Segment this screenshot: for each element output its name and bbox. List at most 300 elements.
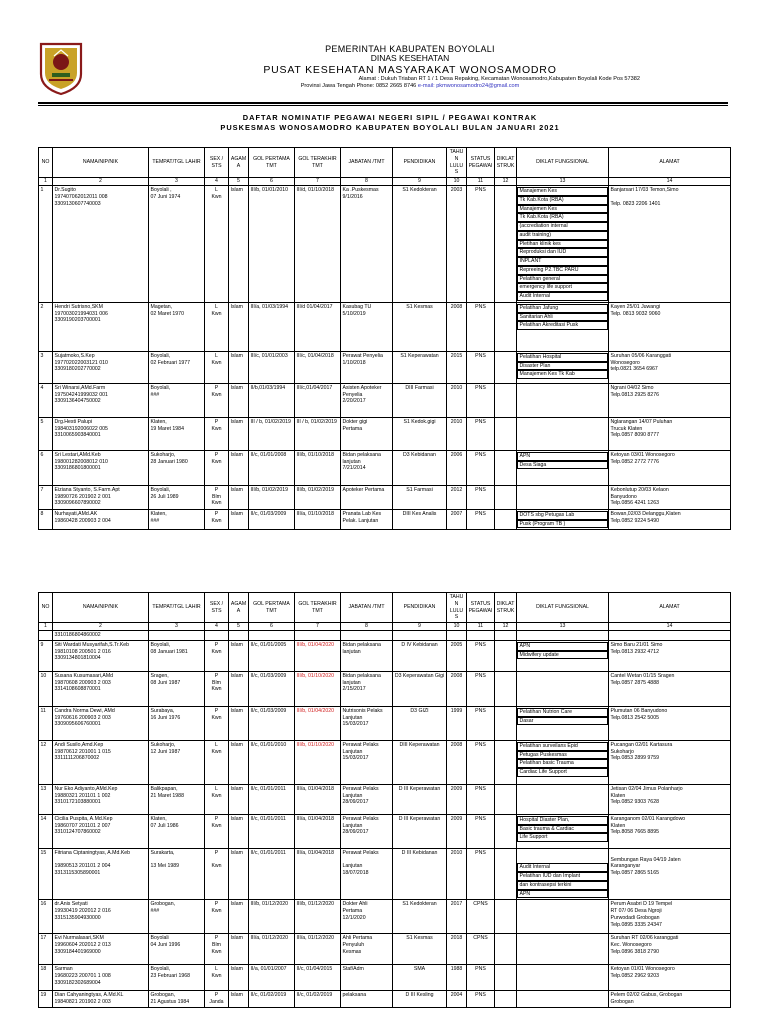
- thn-line: 2010: [450, 384, 463, 391]
- ttl-line: 08 Juni 1987: [150, 679, 181, 686]
- alamat-line: Telp.0856 4241 1263: [610, 500, 659, 507]
- header-dikf: DIKLAT FUNGSIONAL: [517, 593, 609, 623]
- cell-thn: [447, 417, 467, 450]
- alamat-line: Ketoyan 01/01 Wonosegoro: [610, 966, 675, 973]
- sex-line: Kwn: [211, 193, 222, 200]
- nama-line: 19880321 201101 1 002: [54, 792, 111, 799]
- cell-agama: [229, 814, 249, 848]
- cell-pend: [393, 351, 447, 383]
- cell-jab: [341, 848, 393, 900]
- cell-alamat: [609, 485, 731, 509]
- cell-ttl: [149, 383, 205, 417]
- cell-dik: [495, 740, 517, 784]
- alamat-line: telp.0821 3654 6967: [610, 366, 658, 373]
- cell-alamat: [609, 900, 731, 934]
- agama-line: Islam: [230, 641, 243, 648]
- cell-golp: [249, 900, 295, 934]
- cell-alamat: [609, 302, 731, 351]
- ttl-line: Boyolali,: [150, 641, 171, 648]
- cell-ttl: [149, 631, 205, 641]
- cell-nama: [53, 631, 149, 641]
- agama-line: Islam: [230, 849, 243, 856]
- cell-thn: [447, 302, 467, 351]
- cell-stat: [467, 706, 495, 740]
- column-number: 3: [149, 178, 205, 186]
- cell-nama: [53, 640, 149, 671]
- cell-dikf: [517, 302, 609, 351]
- ttl-line: ###: [150, 391, 160, 398]
- cell-jab: [341, 965, 393, 991]
- no-line: 19: [40, 992, 47, 999]
- golp-line: II/c, 01/03/2009: [250, 510, 287, 517]
- employee-row: [39, 934, 731, 965]
- cell-ttl: [149, 991, 205, 1008]
- cell-ttl: [149, 302, 205, 351]
- agama-line: Islam: [230, 992, 243, 999]
- cell-stat: [467, 417, 495, 450]
- cell-pend: [393, 784, 447, 814]
- cell-golt: [295, 186, 341, 303]
- cell-alamat: [609, 784, 731, 814]
- stat-line: PNS: [475, 451, 486, 458]
- nama-line: 19870608 200903 2 003: [54, 679, 111, 686]
- cell-sex: [205, 814, 229, 848]
- cell-golp: [249, 302, 295, 351]
- dikf-line: Tk Kab.Kota (RBA): [517, 213, 608, 222]
- thn-line: 2018: [450, 935, 463, 942]
- boyolali-regency-emblem: [38, 40, 84, 96]
- cell-dik: [495, 814, 517, 848]
- alamat-line: Kayen 25/01 Juwangi: [610, 303, 661, 310]
- letterhead-rule-thin: [38, 105, 728, 106]
- cell-agama: [229, 934, 249, 965]
- alamat-line: Banyudono: [610, 493, 637, 500]
- table-page-2: [38, 592, 731, 1008]
- cell-no: [39, 417, 53, 450]
- jab-line: lanjutan: [342, 679, 361, 686]
- dikf-line: Life Support: [517, 833, 608, 842]
- column-number: 6: [249, 178, 295, 186]
- nama-line: Sri Winarsi,AMd.Farm: [54, 384, 106, 391]
- golp-line: II/c, 01/01/2011: [250, 785, 286, 792]
- column-number: 10: [447, 623, 467, 631]
- cell-golp: [249, 784, 295, 814]
- ttl-line: 13 Mei 1989: [150, 863, 180, 870]
- cell-jab: [341, 814, 393, 848]
- cell-dik: [495, 900, 517, 934]
- cell-jab: [341, 351, 393, 383]
- header-ttl: TEMPAT/TGL LAHIR: [149, 148, 205, 178]
- alamat-line: Suruhan 05/06 Karanggati: [610, 352, 672, 359]
- nama-line: Fitriana Ciptaningtyas, A.Md.Keb: [54, 849, 131, 856]
- column-number: 13: [517, 623, 609, 631]
- jab-line: 18/07/2018: [342, 870, 369, 876]
- column-number: 14: [609, 623, 731, 631]
- cell-dikf: [517, 965, 609, 991]
- ttl-line: Sragen,: [150, 672, 169, 679]
- cell-golp: [249, 417, 295, 450]
- no-line: 7: [40, 486, 44, 493]
- letterhead-rule: [38, 102, 728, 104]
- cell-jab: [341, 640, 393, 671]
- header-stat: STATUS PEGAWAI: [467, 593, 495, 623]
- no-line: 18: [40, 966, 47, 973]
- sex-line: Kwn: [211, 908, 222, 914]
- alamat-line: Telp.0852 2962 9203: [610, 973, 659, 979]
- agama-line: Islam: [230, 901, 243, 908]
- cell-sex: [205, 509, 229, 530]
- no-line: 14: [40, 815, 47, 822]
- cell-pend: [393, 302, 447, 351]
- nama-line: 19840821 201902 2 003: [54, 999, 111, 1005]
- cell-no: [39, 631, 53, 641]
- cell-pend: [393, 965, 447, 991]
- golp-line: III/c, 01/01/2003: [250, 352, 288, 359]
- golp-line: II/a, 01/01/2007: [250, 966, 287, 973]
- cell-sex: [205, 934, 229, 965]
- cell-pend: [393, 186, 447, 303]
- nama-line: 3309190203700001: [54, 317, 101, 324]
- sex-line: Kwn: [211, 517, 222, 524]
- table-header-row: [39, 148, 731, 178]
- cell-nama: [53, 900, 149, 934]
- column-number: 10: [447, 178, 467, 186]
- golt-line: III/c, 01/04/2018: [296, 352, 334, 359]
- jab-line: Lanjutan: [342, 748, 363, 755]
- ttl-line: [151, 857, 203, 864]
- cell-nama: [53, 965, 149, 991]
- column-number: 12: [495, 178, 517, 186]
- golt-line: III/b, 01/10/2020: [296, 741, 334, 748]
- agama-line: Islam: [230, 785, 243, 792]
- cell-ttl: [149, 671, 205, 706]
- cell-sex: [205, 186, 229, 303]
- cell-ttl: [149, 485, 205, 509]
- nama-line: 19930419 202012 2 016: [54, 908, 111, 914]
- cell-ttl: [149, 509, 205, 530]
- cell-golp: [249, 383, 295, 417]
- sex-line: P: [214, 418, 219, 425]
- pend-line: DIII Keperawatan: [399, 741, 440, 748]
- agama-line: Islam: [230, 418, 243, 425]
- cell-pend: [393, 417, 447, 450]
- column-number: 9: [393, 178, 447, 186]
- thn-line: 2005: [450, 641, 463, 648]
- employee-row: [39, 671, 731, 706]
- nama-line: 19870612 201001 1 015: [54, 748, 111, 755]
- cell-golp: [249, 740, 295, 784]
- cell-no: [39, 900, 53, 934]
- agama-line: Islam: [230, 815, 243, 822]
- column-number: 2: [53, 178, 149, 186]
- dikf-line: Pelatihan IUD dan Implant: [517, 872, 608, 881]
- agama-line: Islam: [230, 510, 243, 517]
- dikf-line: Pelatihan basic Trauma: [517, 759, 608, 768]
- cell-stat: [467, 784, 495, 814]
- header-pend: PENDIDIKAN: [393, 148, 447, 178]
- dikf-line: Midwifery update: [517, 651, 608, 660]
- cell-sex: [205, 706, 229, 740]
- agency-name: DINAS KESEHATAN: [370, 53, 450, 64]
- golp-line: II/c, 01/03/2009: [250, 707, 287, 714]
- cell-dikf: [517, 631, 609, 641]
- cell-dik: [495, 383, 517, 417]
- ttl-line: ###: [150, 908, 160, 914]
- dikf-line: Pletihan klinik kes: [517, 240, 608, 249]
- cell-alamat: [609, 671, 731, 706]
- dikf-line: [519, 857, 607, 864]
- cell-alamat: [609, 934, 731, 965]
- cell-sex: [205, 631, 229, 641]
- nama-line: 19860707 201101 2 007: [54, 822, 111, 829]
- jab-line: Perawat Penyelia: [342, 352, 383, 359]
- alamat-line: Trucuk Klaten: [610, 425, 643, 432]
- cell-no: [39, 450, 53, 485]
- nama-line: Hendri Sutrisno,SKM: [54, 303, 103, 310]
- stat-line: PNS: [475, 672, 486, 679]
- cell-stat: [467, 934, 495, 965]
- cell-golt: [295, 784, 341, 814]
- agama-line: Islam: [230, 935, 243, 942]
- golt-line: II/c, 01/02/2019: [296, 992, 333, 999]
- no-line: 2: [40, 303, 44, 310]
- ttl-line: Boyolali ,: [150, 187, 172, 193]
- alamat-line: Suruhan RT 02/06 karanggati: [610, 935, 679, 942]
- thn-line: 1999: [450, 707, 463, 714]
- golp-line: III/a, 01/12/2020: [250, 935, 288, 942]
- cell-dikf: [517, 900, 609, 934]
- cell-no: [39, 991, 53, 1008]
- cell-golt: [295, 417, 341, 450]
- cell-dik: [495, 848, 517, 900]
- employee-row: [39, 640, 731, 671]
- header-stat: STATUS PEGAWAI: [467, 148, 495, 178]
- column-number: 1: [39, 623, 53, 631]
- cell-sex: [205, 900, 229, 934]
- sex-line: P: [214, 510, 219, 517]
- jab-line: Perawat Pelaks: [342, 849, 379, 856]
- dikf-line: (accrediation internal: [517, 222, 608, 231]
- stat-line: PNS: [475, 849, 486, 856]
- cell-dikf: [517, 706, 609, 740]
- cell-golt: [295, 965, 341, 991]
- table-page-1: [38, 147, 731, 530]
- cell-jab: [341, 706, 393, 740]
- jab-line: 28/09/2017: [342, 829, 369, 836]
- alamat-line: Karanganom 02/01 Karangdowo: [610, 815, 686, 822]
- letterhead: [180, 44, 640, 89]
- sex-line: Kwn: [211, 391, 222, 398]
- agama-line: Islam: [230, 486, 243, 493]
- header-dikf: DIKLAT FUNGSIONAL: [517, 148, 609, 178]
- sex-line: P: [214, 486, 219, 493]
- jab-line: [343, 857, 391, 864]
- ttl-line: Boyolali,: [150, 352, 171, 359]
- email-link[interactable]: e-mail: pkmwonosamodro24@gmail.com: [417, 82, 520, 89]
- golp-line: II/c, 01/01/2010: [250, 741, 287, 748]
- employee-row: [39, 302, 731, 351]
- golp-line: II/c, 01/01/2005: [250, 641, 287, 648]
- header-dik: DIKLAT STRUK: [495, 148, 517, 178]
- sex-line: P: [214, 672, 219, 679]
- ttl-line: Klaten,: [150, 418, 167, 425]
- dikf-line: audit training): [517, 231, 608, 240]
- cell-dik: [495, 784, 517, 814]
- column-number: 7: [295, 623, 341, 631]
- nama-line: dr.Anis Setyati: [54, 901, 88, 908]
- cell-ttl: [149, 351, 205, 383]
- header-alamat: ALAMAT: [609, 593, 731, 623]
- golp-line: III/b, 01/12/2020: [250, 901, 288, 908]
- jab-line: Penyelia: [342, 391, 363, 398]
- thn-line: 2010: [450, 849, 463, 856]
- cell-thn: [447, 934, 467, 965]
- jab-line: 2/20/2017: [342, 398, 366, 405]
- ttl-line: Sukoharjo,: [150, 451, 176, 458]
- cell-no: [39, 814, 53, 848]
- stat-line: CPNS: [473, 935, 488, 942]
- sex-line: L: [215, 966, 218, 973]
- dikf-line: APN: [517, 452, 608, 461]
- stat-line: PNS: [475, 303, 486, 310]
- cell-agama: [229, 965, 249, 991]
- cell-nama: [53, 351, 149, 383]
- dikf-line: Audit Internal: [517, 863, 608, 872]
- nama-line: 3309186801800001: [54, 465, 101, 472]
- golt-line: III/c,01/04/2017: [296, 384, 333, 391]
- cell-no: [39, 671, 53, 706]
- cell-nama: [53, 991, 149, 1008]
- no-line: 4: [40, 384, 44, 391]
- title-line-2: PUSKESMAS WONOSAMODRO KABUPATEN BOYOLALI BULAN JANUARI 2021: [220, 122, 560, 132]
- dikf-line: Desa Siaga: [517, 461, 608, 470]
- cell-jab: [341, 631, 393, 641]
- nama-line: 3310172103880001: [54, 799, 101, 806]
- cell-agama: [229, 509, 249, 530]
- agama-line: Islam: [230, 966, 243, 973]
- alamat-line: Plumutan 06 Banyudono: [610, 707, 668, 714]
- column-number: 4: [205, 623, 229, 631]
- cell-sex: [205, 450, 229, 485]
- cell-golp: [249, 485, 295, 509]
- pend-line: D III Kesling: [405, 992, 434, 999]
- nama-line: 19960604 202012 2 013: [54, 942, 111, 948]
- employee-row: [39, 351, 731, 383]
- thn-line: 2006: [450, 451, 463, 458]
- alamat-line: Telp.0813 2932 4712: [610, 648, 659, 655]
- header-jab: JABATAN /TMT: [341, 148, 393, 178]
- contact-line: [180, 83, 640, 89]
- cell-no: [39, 965, 53, 991]
- cell-pend: [393, 640, 447, 671]
- ttl-line: Klaten,: [150, 815, 167, 822]
- dikf-line: APN: [517, 642, 608, 651]
- cell-dik: [495, 417, 517, 450]
- employee-row: [39, 509, 731, 530]
- cell-agama: [229, 450, 249, 485]
- stat-line: PNS: [475, 418, 486, 425]
- cell-jab: [341, 740, 393, 784]
- agama-line: Islam: [230, 303, 243, 310]
- ttl-line: Surabaya,: [150, 707, 175, 714]
- cell-dik: [495, 706, 517, 740]
- cell-golp: [249, 991, 295, 1008]
- nama-line: 197003021994031 006: [54, 310, 108, 317]
- cell-sex: [205, 740, 229, 784]
- golt-line: III / b, 01/02/2019: [296, 418, 337, 425]
- golt-line: II/c, 01/04/2015: [296, 966, 333, 973]
- cell-no: [39, 640, 53, 671]
- alamat-line: Telp.0852 2772 7776: [610, 458, 659, 465]
- column-number-row: [39, 623, 731, 631]
- ttl-line: 02 Maret 1970: [150, 310, 184, 317]
- alamat-line: Telp.0895 3335 24347: [610, 921, 662, 928]
- golt-line: III/a, 01/04/2018: [296, 785, 334, 792]
- sex-line: Kwn: [211, 310, 222, 317]
- stat-line: PNS: [475, 966, 486, 973]
- golp-line: III / b, 01/02/2019: [250, 418, 291, 425]
- nama-line: Drg.Hesti Palupi: [54, 418, 92, 425]
- sex-line: Kwn: [211, 648, 222, 655]
- nama-line: 3315135904930000: [54, 914, 101, 921]
- employee-row: [39, 740, 731, 784]
- dikf-line: Disaster Plan: [517, 362, 608, 371]
- alamat-line: Nglarangan 14/07 Puluhan: [610, 418, 673, 425]
- cell-dikf: [517, 485, 609, 509]
- no-line: 13: [40, 785, 47, 792]
- jab-line: Lanjutan: [342, 822, 363, 829]
- column-number: 1: [39, 178, 53, 186]
- alamat-line: Perum Asabri D 19 Tempel: [610, 901, 673, 908]
- jab-line: Ka .Puskesmas: [342, 187, 379, 193]
- sex-line: P: [214, 849, 219, 856]
- cell-dik: [495, 631, 517, 641]
- column-number: 3: [149, 623, 205, 631]
- employee-row: [39, 186, 731, 303]
- cell-agama: [229, 351, 249, 383]
- nama-line: 19680223 200701 1 008: [54, 973, 111, 979]
- dikf-line: Petugas Puskesmas: [517, 751, 608, 760]
- pend-line: S1 Kesmas: [406, 303, 433, 310]
- cell-no: [39, 383, 53, 417]
- cell-alamat: [609, 417, 731, 450]
- jab-line: 28/09/2017: [342, 799, 369, 806]
- alamat-line: Telp.8058 7665 8895: [610, 829, 659, 836]
- jab-line: lanjutan: [342, 458, 361, 465]
- cell-thn: [447, 631, 467, 641]
- alamat-line: Bowan,02/03 Delanggu,Klaten: [610, 510, 681, 517]
- cell-stat: [467, 509, 495, 530]
- header-agama: AGAMA: [229, 593, 249, 623]
- cell-ttl: [149, 934, 205, 965]
- cell-golp: [249, 671, 295, 706]
- column-number-row: [39, 178, 731, 186]
- golt-line: III/a, 01/10/2018: [296, 510, 334, 517]
- employee-row: [39, 706, 731, 740]
- cell-dikf: [517, 814, 609, 848]
- dikf-line: Cardiac Life Support: [517, 768, 608, 777]
- golt-line: III/a, 01/12/2020: [296, 935, 334, 942]
- column-number: 4: [205, 178, 229, 186]
- cell-thn: [447, 351, 467, 383]
- ttl-line: Klaten,: [150, 510, 167, 517]
- cell-nama: [53, 848, 149, 900]
- cell-nama: [53, 706, 149, 740]
- cell-pend: [393, 991, 447, 1008]
- cell-thn: [447, 706, 467, 740]
- stat-line: PNS: [475, 486, 486, 493]
- pend-line: S1 Kesmas: [406, 935, 433, 942]
